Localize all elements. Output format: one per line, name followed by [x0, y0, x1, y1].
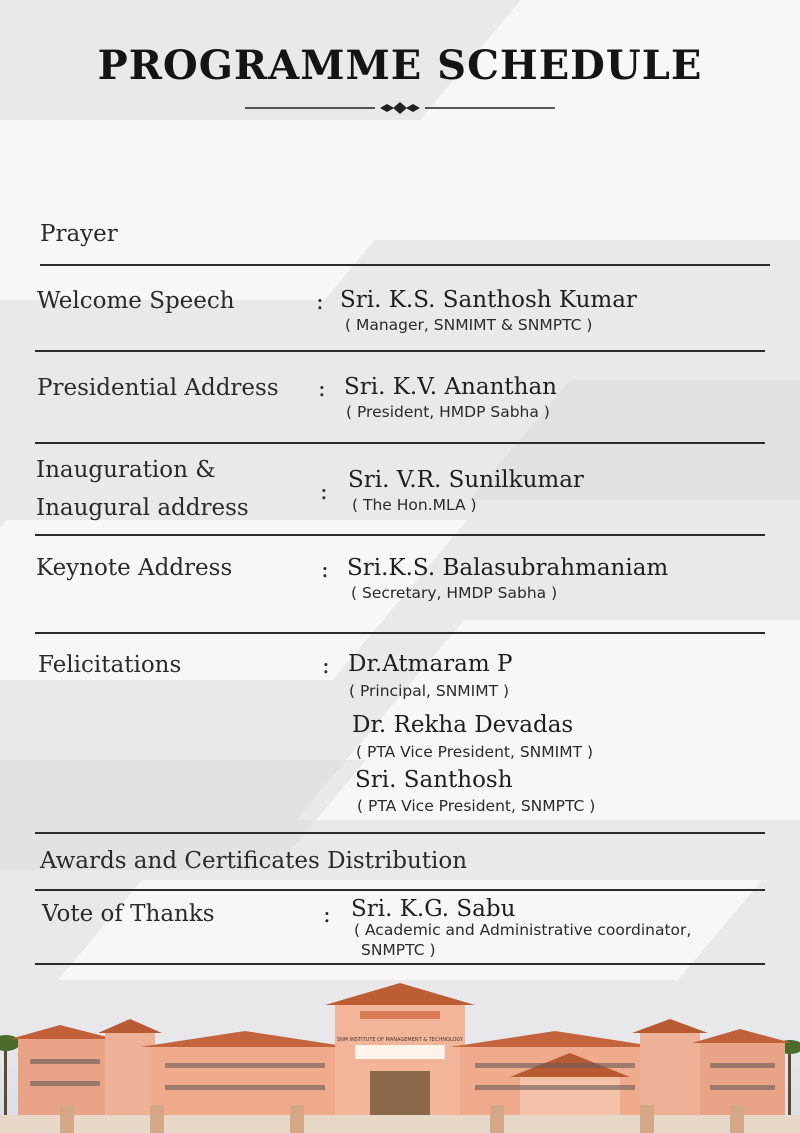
- row-colon: :: [320, 479, 328, 505]
- speaker-role: ( The Hon.MLA ): [352, 496, 477, 514]
- row-divider: [35, 442, 765, 444]
- speaker-name: Sri. Santhosh: [355, 767, 513, 793]
- speaker-name: Dr. Rekha Devadas: [352, 712, 574, 738]
- row-divider: [35, 534, 765, 536]
- row-divider: [35, 963, 765, 965]
- row-divider: [35, 832, 765, 834]
- row-colon: :: [321, 557, 329, 583]
- speaker-role: ( Secretary, HMDP Sabha ): [351, 584, 558, 602]
- speaker-role: ( PTA Vice President, SNMIMT ): [356, 743, 594, 761]
- speaker-name: Dr.Atmaram P: [348, 651, 513, 677]
- row-label-prayer: Prayer: [40, 221, 118, 247]
- speaker-name: Sri. K.S. Santhosh Kumar: [340, 287, 637, 313]
- row-label-felicitations: Felicitations: [38, 652, 182, 678]
- speaker-role: ( PTA Vice President, SNMPTC ): [357, 797, 596, 815]
- row-colon: :: [322, 653, 330, 679]
- row-divider: [35, 632, 765, 634]
- speaker-role: ( President, HMDP Sabha ): [346, 403, 550, 421]
- row-label-inauguration: Inauguration &: [36, 457, 216, 483]
- speaker-role-continued: SNMPTC ): [361, 941, 436, 959]
- row-label-keynote-address: Keynote Address: [36, 555, 233, 581]
- row-colon: :: [318, 376, 326, 402]
- speaker-role: ( Manager, SNMIMT & SNMPTC ): [345, 316, 593, 334]
- title-divider-ornament: [245, 100, 555, 116]
- institute-building-photo: [0, 975, 800, 1133]
- speaker-name: Sri. V.R. Sunilkumar: [348, 467, 584, 493]
- row-label-vote-of-thanks: Vote of Thanks: [42, 901, 215, 927]
- speaker-name: Sri. K.V. Ananthan: [344, 374, 557, 400]
- row-colon: :: [316, 289, 324, 315]
- row-label-presidential-address: Presidential Address: [37, 375, 279, 401]
- speaker-role: ( Academic and Administrative coordinator,: [354, 921, 692, 939]
- building-sign: SNM INSTITUTE OF MANAGEMENT & TECHNOLOGY: [336, 1037, 464, 1043]
- row-divider: [35, 350, 765, 352]
- row-colon: :: [323, 902, 331, 928]
- speaker-name: Sri.K.S. Balasubrahmaniam: [347, 555, 669, 581]
- row-divider: [35, 889, 765, 891]
- row-divider: [40, 264, 770, 266]
- speaker-role: ( Principal, SNMIMT ): [349, 682, 510, 700]
- row-label-inaugural-address: Inaugural address: [36, 495, 249, 521]
- page-title: PROGRAMME SCHEDULE: [97, 42, 703, 89]
- speaker-name: Sri. K.G. Sabu: [351, 896, 516, 922]
- row-label-awards: Awards and Certificates Distribution: [40, 848, 468, 874]
- row-label-welcome-speech: Welcome Speech: [37, 288, 235, 314]
